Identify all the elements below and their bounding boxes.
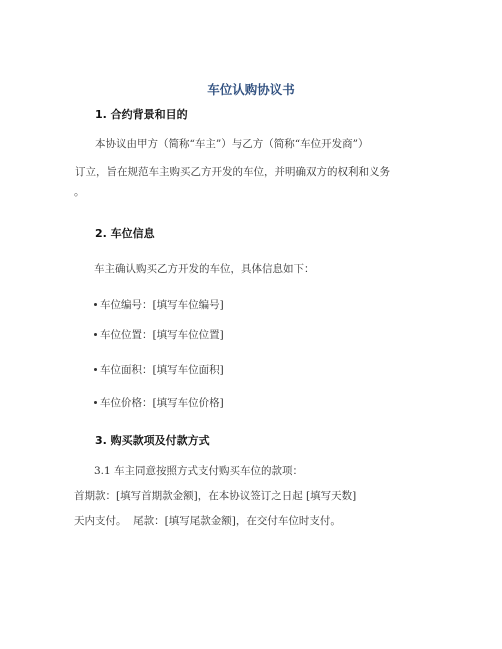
list-item-text: 车位面积：[填写车位面积] (100, 364, 224, 376)
bullet-dot (94, 333, 97, 336)
paragraph-line: 。 (74, 186, 85, 198)
section-intro: 车主确认购买乙方开发的车位，具体信息如下： (94, 263, 315, 275)
paragraph-line: 订立，旨在规范车主购买乙方开发的车位，并明确双方的权利和义务 (75, 166, 390, 178)
list-item (94, 327, 224, 342)
payment-line: 首期款：[填写首期款金额]，在本协议签订之日起 [填写天数] (74, 490, 357, 502)
paragraph-line: 本协议由甲方（简称“车主”）与乙方（简称“车位开发商”） (95, 138, 369, 150)
bullet-dot (94, 401, 97, 404)
list-item (94, 395, 224, 410)
bullet-dot (94, 303, 97, 306)
clause-text: 3.1 车主同意按照方式支付购买车位的款项： (94, 465, 304, 477)
payment-line: 天内支付。 尾款：[填写尾款金额]，在交付车位时支付。 (74, 515, 341, 527)
list-item-text: 车位编号：[填写车位编号] (100, 299, 224, 311)
list-item-text: 车位价格：[填写车位价格] (100, 397, 224, 409)
section-heading-payment: 3. 购买款项及付款方式 (95, 434, 210, 447)
bullet-dot (94, 368, 97, 371)
section-heading-parking-info: 2. 车位信息 (95, 227, 155, 240)
section-heading-background: 1. 合约背景和目的 (95, 108, 188, 121)
list-item-text: 车位位置：[填写车位位置] (100, 329, 224, 341)
document-title: 车位认购协议书 (207, 82, 295, 97)
list-item (94, 362, 224, 377)
list-item (94, 297, 224, 312)
